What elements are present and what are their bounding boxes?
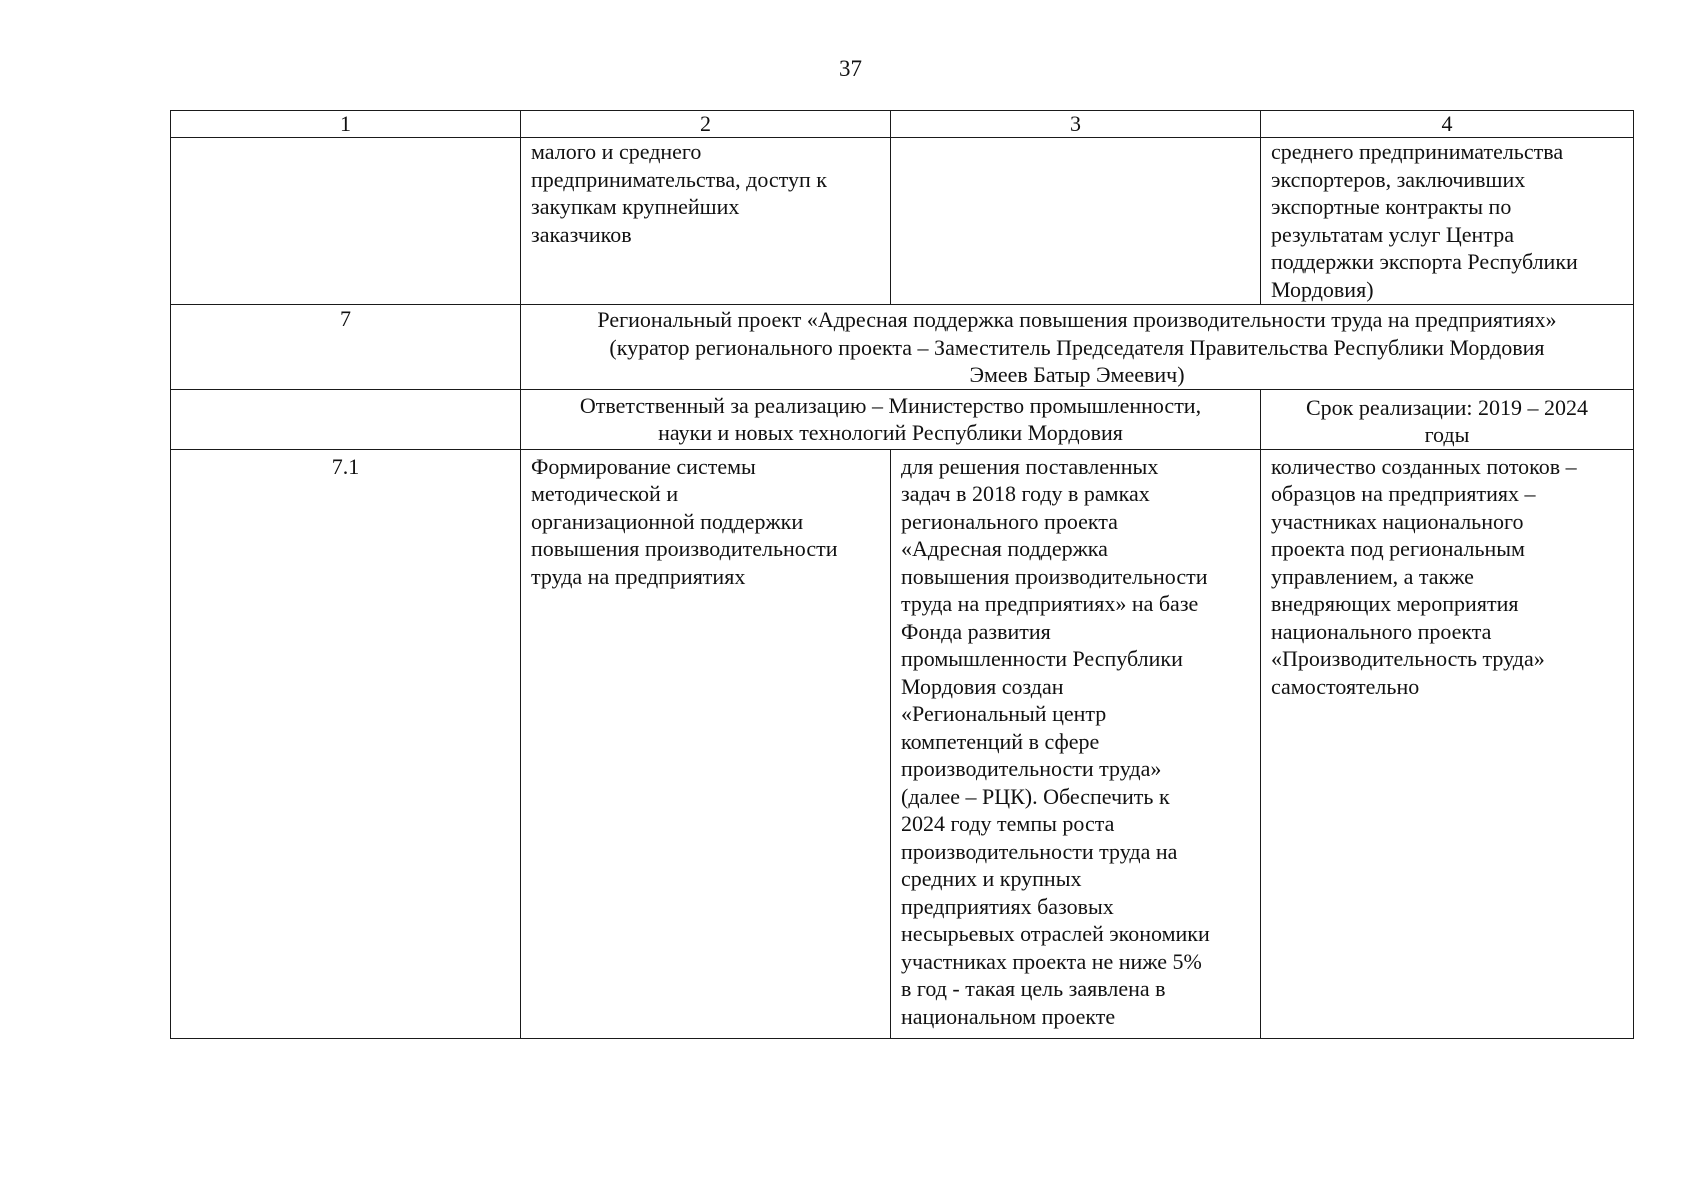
- cell-line: проекта под региональным: [1271, 536, 1525, 561]
- cell-line: участниках национального: [1271, 508, 1524, 534]
- cell-line: малого и среднего: [531, 139, 702, 164]
- table-row-continuation: [171, 138, 1634, 305]
- row-number-cell: 7: [171, 305, 521, 390]
- cell-line: труда на предприятиях» на базе: [901, 591, 1199, 616]
- activity-cell: [521, 138, 891, 305]
- cell-line: «Адресная поддержка: [901, 536, 1108, 561]
- cell-line: среднего предпринимательства: [1271, 139, 1564, 164]
- term-cell: [1261, 389, 1634, 449]
- row-number-cell: [171, 389, 521, 449]
- cell-line: внедряющих мероприятия: [1271, 591, 1519, 616]
- cell-line: Ответственный за реализацию – Министерство промышленности,: [579, 392, 1202, 418]
- column-header-2: 2: [521, 111, 891, 138]
- table-header-row: [171, 111, 1634, 138]
- cell-line: Срок реализации: 2019 – 2024: [1306, 394, 1588, 420]
- cell-line: методической и: [531, 481, 679, 506]
- cell-line: экспортеров, заключивших: [1271, 166, 1526, 192]
- cell-line: задач в 2018 году в рамках: [901, 481, 1150, 506]
- page-number: 37: [839, 56, 862, 81]
- description-cell: [891, 449, 1261, 1038]
- cell-line: предпринимательства, доступ к: [531, 166, 827, 192]
- cell-line: Региональный проект «Адресная поддержка повышения производительности труда на предприятиях»: [597, 307, 1557, 332]
- cell-line: количество созданных потоков –: [1271, 453, 1577, 479]
- cell-line: организационной поддержки: [531, 508, 804, 534]
- cell-line: годы: [1424, 422, 1470, 447]
- cell-line: (далее – РЦК). Обеспечить к: [901, 783, 1170, 809]
- plan-table: [170, 110, 1634, 1039]
- cell-line: управлением, а также: [1271, 563, 1474, 589]
- cell-line: экспортные контракты по: [1271, 194, 1512, 219]
- cell-line: национальном проекте: [901, 1003, 1116, 1029]
- cell-line: заказчиков: [531, 221, 632, 247]
- cell-line: регионального проекта: [901, 508, 1118, 534]
- cell-line: повышения производительности: [901, 563, 1208, 589]
- indicator-cell: [1261, 138, 1634, 305]
- cell-line: производительности труда»: [901, 756, 1162, 781]
- cell-line: в год - такая цель заявлена в: [901, 976, 1166, 1001]
- cell-line: труда на предприятиях: [531, 563, 746, 589]
- cell-line: компетенций в сфере: [901, 728, 1100, 754]
- cell-line: Фонда развития: [901, 618, 1051, 644]
- indicator-cell: [1261, 449, 1634, 1038]
- cell-line: науки и новых технологий Республики Мордовия: [658, 420, 1123, 445]
- cell-line: для решения поставленных: [901, 453, 1159, 479]
- activity-cell: [521, 449, 891, 1038]
- table-row-responsible: [171, 389, 1634, 449]
- responsible-cell: [521, 389, 1261, 449]
- cell-line: участниках проекта не ниже 5%: [901, 948, 1202, 974]
- table-row-7-1: [171, 449, 1634, 1038]
- cell-line: средних и крупных: [901, 866, 1082, 891]
- cell-line: промышленности Республики: [901, 646, 1183, 671]
- cell-line: поддержки экспорта Республики: [1271, 249, 1578, 274]
- cell-line: «Региональный центр: [901, 701, 1107, 726]
- cell-line: 2024 году темпы роста: [901, 811, 1115, 836]
- cell-line: закупкам крупнейших: [531, 194, 740, 219]
- cell-line: предприятиях базовых: [901, 893, 1114, 919]
- column-header-3: 3: [891, 111, 1261, 138]
- cell-line: несырьевых отраслей экономики: [901, 921, 1210, 946]
- cell-line: (куратор регионального проекта – Заместитель Председателя Правительства Республики Мордовия: [609, 334, 1545, 360]
- cell-line: Формирование системы: [531, 453, 756, 479]
- cell-line: национального проекта: [1271, 618, 1492, 644]
- row-number-cell: [171, 138, 521, 305]
- cell-line: Мордовия): [1271, 276, 1374, 302]
- cell-line: «Производительность труда»: [1271, 646, 1545, 671]
- cell-line: образцов на предприятиях –: [1271, 481, 1536, 506]
- cell-line: производительности труда на: [901, 838, 1178, 864]
- project-title-cell: [521, 305, 1634, 390]
- cell-line: самостоятельно: [1271, 673, 1420, 699]
- description-cell: [891, 138, 1261, 305]
- cell-line: Мордовия создан: [901, 673, 1064, 699]
- table-row-project-7: [171, 305, 1634, 390]
- cell-line: результатам услуг Центра: [1271, 221, 1514, 247]
- row-number-cell: 7.1: [171, 449, 521, 1038]
- column-header-1: 1: [171, 111, 521, 138]
- column-header-4: 4: [1261, 111, 1634, 138]
- cell-line: Эмеев Батыр Эмеевич): [969, 362, 1185, 387]
- cell-line: повышения производительности: [531, 536, 838, 561]
